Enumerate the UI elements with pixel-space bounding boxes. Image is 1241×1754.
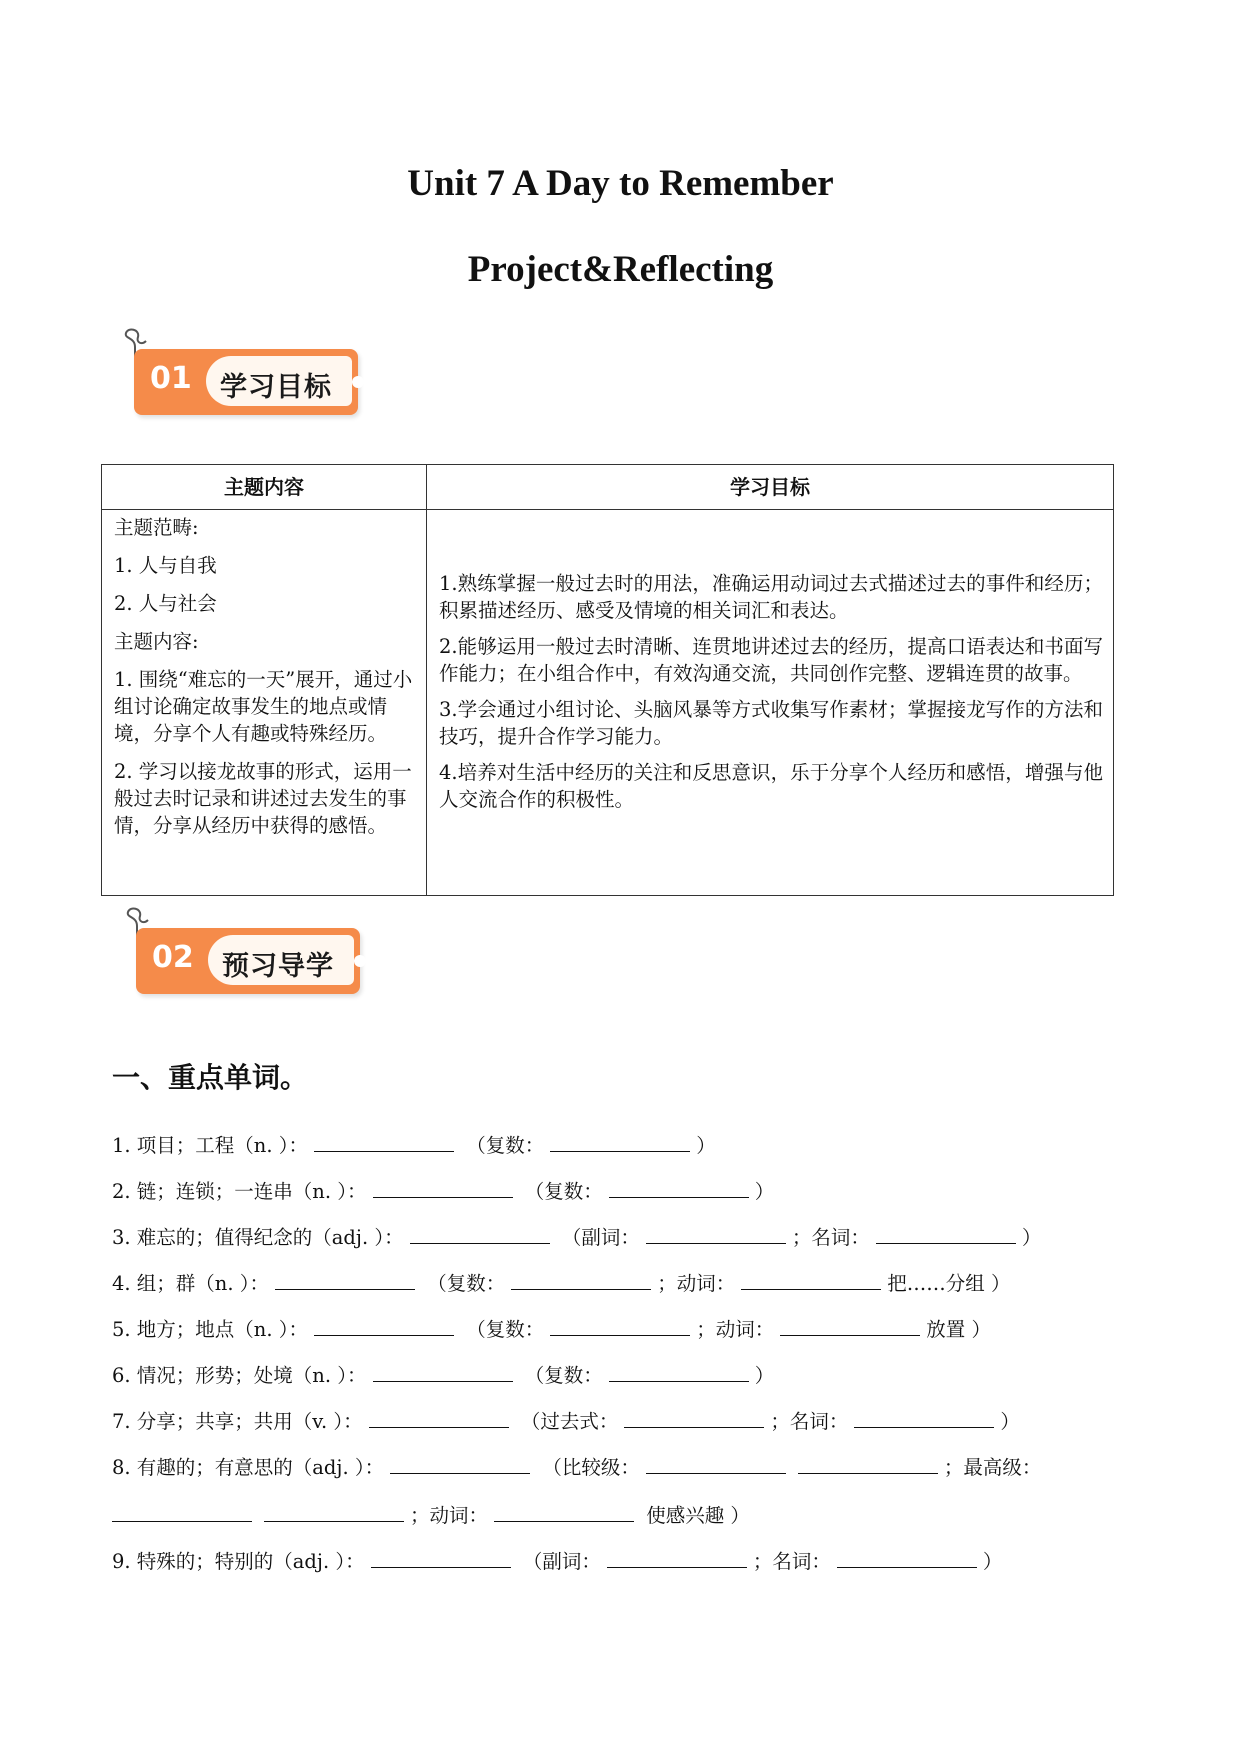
answer-blank[interactable] — [373, 1361, 513, 1382]
answer-blank[interactable] — [609, 1361, 749, 1382]
page-title: Unit 7 A Day to Remember — [407, 163, 834, 204]
section-badge-goals — [120, 327, 360, 423]
page-subtitle: Project&Reflecting — [467, 249, 774, 290]
vocab-item: 1. 项目；工程（n. ）： （复数： ） — [112, 1130, 1122, 1158]
answer-blank[interactable] — [410, 1223, 550, 1244]
answer-blank[interactable] — [876, 1223, 1016, 1244]
answer-blank[interactable] — [646, 1223, 786, 1244]
theme-line: 主题内容: — [114, 630, 199, 653]
table-header-theme: 主题内容 — [102, 465, 427, 510]
section-label: 预习导学 — [222, 951, 334, 982]
badge-notch — [352, 376, 364, 388]
answer-blank[interactable] — [550, 1315, 690, 1336]
answer-blank[interactable] — [112, 1501, 252, 1522]
vocab-heading: 一、重点单词。 — [112, 1061, 309, 1094]
vocab-item: 8. 有趣的；有意思的（adj. ）： （比较级： ；最高级： — [112, 1452, 1122, 1480]
section-number: 02 — [152, 940, 194, 975]
section-number: 01 — [150, 361, 192, 396]
answer-blank[interactable] — [607, 1547, 747, 1568]
answer-blank[interactable] — [780, 1315, 920, 1336]
answer-blank[interactable] — [837, 1547, 977, 1568]
vocab-item: 5. 地方；地点（n. ）： （复数： ；动词： 放置 ） — [112, 1314, 1122, 1342]
vocab-item: 3. 难忘的；值得纪念的（adj. ）： （副词： ；名词： ） — [112, 1222, 1122, 1250]
theme-line: 1. 围绕“难忘的一天”展开，通过小组讨论确定故事发生的地点或情境，分享个人有趣或特殊经历。 — [114, 668, 413, 745]
theme-line: 2. 学习以接龙故事的形式，运用一般过去时记录和讲述过去发生的事情，分享从经历中获得的感悟。 — [114, 760, 412, 837]
theme-line: 1. 人与自我 — [114, 554, 217, 577]
answer-blank[interactable] — [390, 1453, 530, 1474]
answer-blank[interactable] — [798, 1453, 938, 1474]
table-header-goals: 学习目标 — [427, 465, 1114, 510]
goal-line: 1.熟练掌握一般过去时的用法，准确运用动词过去式描述过去的事件和经历；积累描述经历、感受及情境的相关词汇和表达。 — [439, 572, 1103, 622]
answer-blank[interactable] — [373, 1177, 513, 1198]
answer-blank[interactable] — [369, 1407, 509, 1428]
goal-line: 3.学会通过小组讨论、头脑风暴等方式收集写作素材；掌握接龙写作的方法和技巧，提升合作学习能力。 — [439, 698, 1103, 748]
answer-blank[interactable] — [314, 1315, 454, 1336]
vocab-item: 6. 情况；形势；处境（n. ）： （复数： ） — [112, 1360, 1122, 1388]
answer-blank[interactable] — [275, 1269, 415, 1290]
theme-line: 2. 人与社会 — [114, 592, 217, 615]
answer-blank[interactable] — [494, 1501, 634, 1522]
badge-notch — [354, 955, 366, 967]
answer-blank[interactable] — [646, 1453, 786, 1474]
answer-blank[interactable] — [741, 1269, 881, 1290]
answer-blank[interactable] — [624, 1407, 764, 1428]
answer-blank[interactable] — [511, 1269, 651, 1290]
theme-line: 主题范畴: — [114, 516, 199, 539]
answer-blank[interactable] — [264, 1501, 404, 1522]
badge-label-pill — [206, 356, 352, 406]
theme-content-cell — [102, 510, 427, 896]
goal-line: 4.培养对生活中经历的关注和反思意识，乐于分享个人经历和感悟，增强与他人交流合作的积极性。 — [439, 761, 1103, 811]
goals-table — [101, 464, 1114, 896]
answer-blank[interactable] — [550, 1131, 690, 1152]
vocab-item: 4. 组；群（n. ）： （复数： ；动词： 把……分组 ） — [112, 1268, 1122, 1296]
answer-blank[interactable] — [854, 1407, 994, 1428]
section-label: 学习目标 — [220, 372, 332, 403]
goal-line: 2.能够运用一般过去时清晰、连贯地讲述过去的经历，提高口语表达和书面写作能力；在小组合作中，有效沟通交流，共同创作完整、逻辑连贯的故事。 — [439, 635, 1103, 685]
section-badge-preview — [122, 906, 362, 1002]
vocab-item-continued: ；动词： 使感兴趣 ） — [112, 1500, 1122, 1528]
badge-body — [134, 349, 358, 415]
badge-body — [136, 928, 360, 994]
vocab-item: 7. 分享；共享；共用（v. ）： （过去式： ；名词： ） — [112, 1406, 1122, 1434]
answer-blank[interactable] — [609, 1177, 749, 1198]
learning-goals-cell — [427, 510, 1114, 896]
vocab-item: 2. 链；连锁；一连串（n. ）： （复数： ） — [112, 1176, 1122, 1204]
answer-blank[interactable] — [371, 1547, 511, 1568]
badge-label-pill — [208, 935, 354, 985]
answer-blank[interactable] — [314, 1131, 454, 1152]
vocab-item: 9. 特殊的；特别的（adj. ）： （副词： ；名词： ） — [112, 1546, 1122, 1574]
